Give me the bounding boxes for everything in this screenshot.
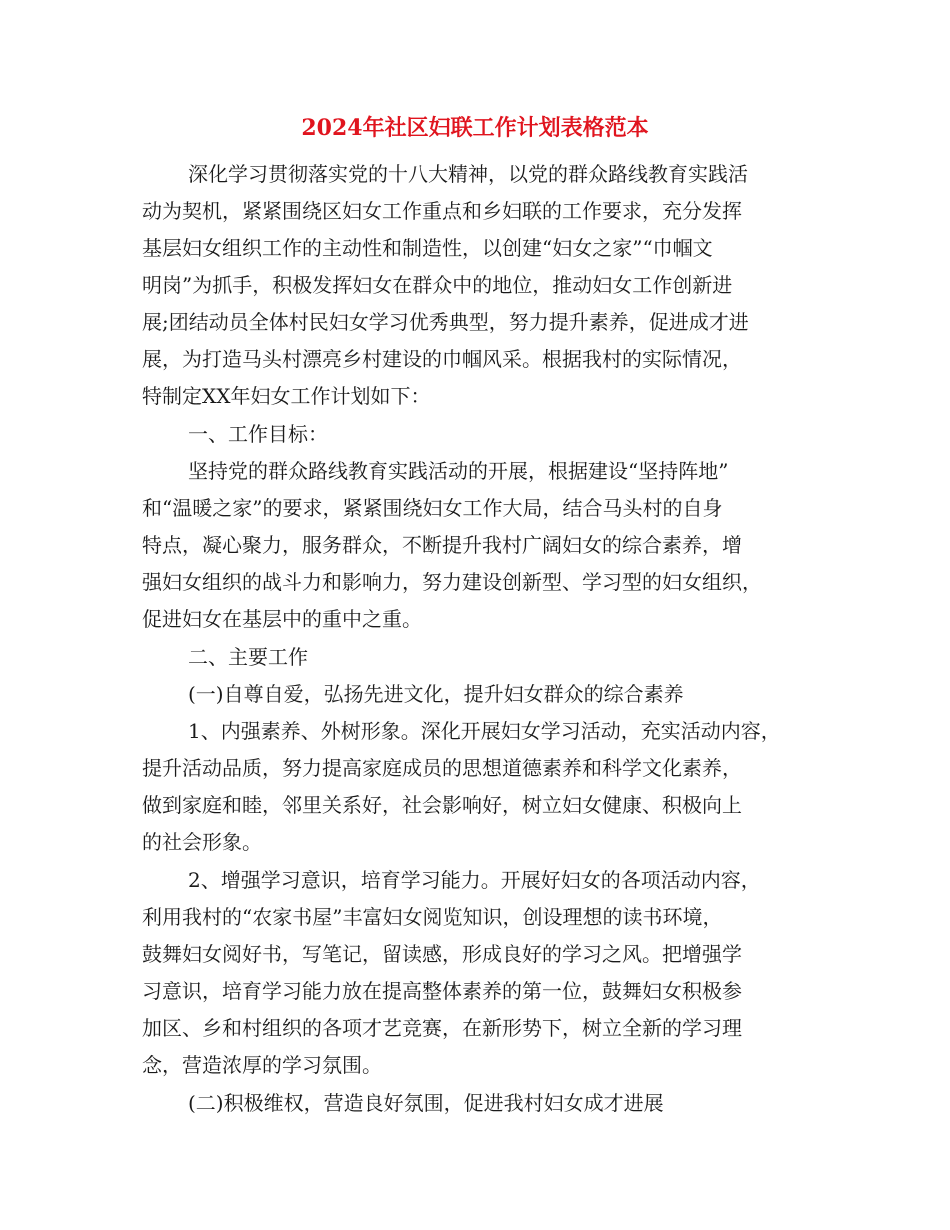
paragraph-line: 特点，凝心聚力，服务群众，不断提升我村广阔妇女的综合素养，增 [142,533,742,557]
paragraph-line: 1、内强素养、外树形象。深化开展妇女学习活动，充实活动内容， [188,719,781,743]
paragraph-line: 鼓舞妇女阅好书，写笔记，留读感，形成良好的学习之风。把增强学 [142,942,742,966]
paragraph-line: 基层妇女组织工作的主动性和制造性，以创建“妇女之家”“巾帼文 [142,236,713,260]
paragraph-line: 2、增强学习意识，培育学习能力。开展好妇女的各项活动内容， [188,868,761,892]
paragraph-line: 特制定XX年妇女工作计划如下： [142,384,431,408]
paragraph-line: 和“温暖之家”的要求，紧紧围绕妇女工作大局，结合马头村的自身 [142,496,723,520]
subsection-heading: (二)积极维权，营造良好氛围，促进我村妇女成才进展 [188,1091,664,1115]
paragraph-line: 动为契机，紧紧围绕区妇女工作重点和乡妇联的工作要求，充分发挥 [142,199,742,223]
paragraph-line: 加区、乡和村组织的各项才艺竞赛，在新形势下，树立全新的学习理 [142,1016,742,1040]
paragraph-line: 习意识，培育学习能力放在提高整体素养的第一位，鼓舞妇女积极参 [142,979,742,1003]
paragraph-line: 明岗”为抓手，积极发挥妇女在群众中的地位，推动妇女工作创新进 [142,273,733,297]
paragraph-line: 强妇女组织的战斗力和影响力，努力建设创新型、学习型的妇女组织， [142,570,762,594]
paragraph-line: 坚持党的群众路线教育实践活动的开展，根据建设“坚持阵地” [188,459,729,483]
section-heading: 二、主要工作 [188,645,308,669]
document-title: 2024年社区妇联工作计划表格范本 [301,115,649,141]
paragraph-line: 促进妇女在基层中的重中之重。 [142,607,422,631]
subsection-heading: (一)自尊自爱，弘扬先进文化，提升妇女群众的综合素养 [188,682,684,706]
paragraph-line: 念，营造浓厚的学习氛围。 [142,1053,382,1077]
paragraph-line: 深化学习贯彻落实党的十八大精神，以党的群众路线教育实践活 [188,162,748,186]
paragraph-line: 展，为打造马头村漂亮乡村建设的巾帼风采。根据我村的实际情况， [142,347,742,371]
paragraph-line: 利用我村的“农家书屋”丰富妇女阅览知识，创设理想的读书环境， [142,905,723,929]
paragraph-line: 的社会形象。 [142,830,262,854]
paragraph-line: 提升活动品质，努力提高家庭成员的思想道德素养和科学文化素养， [142,756,742,780]
section-heading: 一、工作目标： [188,422,328,446]
paragraph-line: 做到家庭和睦，邻里关系好，社会影响好，树立妇女健康、积极向上 [142,793,742,817]
paragraph-line: 展;团结动员全体村民妇女学习优秀典型，努力提升素养，促进成才进 [142,310,749,334]
